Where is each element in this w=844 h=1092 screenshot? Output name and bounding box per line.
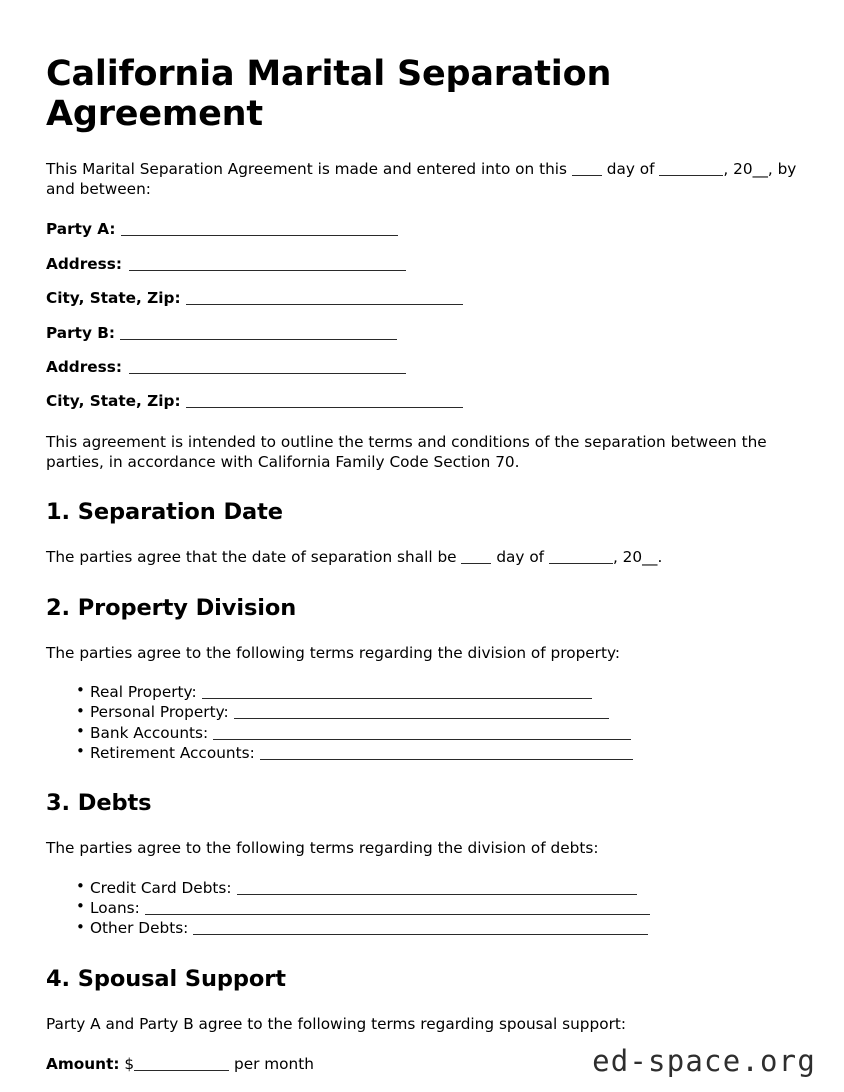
section-heading-spousal-support: 4. Spousal Support: [46, 965, 286, 992]
sep-text-after: , 20__.: [612, 548, 663, 567]
list-item: [76, 878, 798, 898]
sep-text-dayof: day of: [496, 548, 545, 567]
purpose-paragraph: This agreement is intended to outline the terms and conditions of the separation between the parties, in accordance with California Family Code Section 70.: [46, 432, 767, 471]
field-blank-address-a[interactable]: [129, 256, 406, 271]
debts-list: [46, 878, 798, 939]
list-item: [76, 682, 798, 702]
list-item: [76, 743, 798, 763]
list-item-blank-loans[interactable]: [145, 900, 650, 915]
section-heading-debts: 3. Debts: [46, 790, 152, 817]
field-blank-party-a[interactable]: [121, 221, 398, 236]
field-label: Party A:: [46, 220, 116, 239]
list-item-blank-other-debts[interactable]: [193, 920, 648, 935]
sep-day-blank[interactable]: [461, 550, 491, 564]
field-blank-city-b[interactable]: [186, 393, 463, 408]
field-blank-party-b[interactable]: [120, 324, 397, 339]
field-row-address-a: [46, 255, 798, 273]
page-title: California Marital Separation Agreement: [46, 54, 612, 134]
section-heading-separation-date: 1. Separation Date: [46, 499, 283, 526]
property-division-list: [46, 682, 798, 763]
amount-currency-symbol: $: [124, 1055, 135, 1073]
debts-paragraph: The parties agree to the following terms regarding the division of debts:: [46, 839, 599, 858]
watermark: ed-space.org: [592, 1044, 816, 1078]
list-item: [76, 723, 798, 743]
list-item-label: Bank Accounts:: [90, 723, 209, 742]
field-row-city-b: [46, 392, 798, 410]
list-item-blank-retirement-accounts[interactable]: [260, 745, 633, 760]
field-row-party-b: [46, 324, 798, 342]
list-item-label: Credit Card Debts:: [90, 878, 232, 897]
field-label: Party B:: [46, 323, 116, 342]
list-item-label: Personal Property:: [90, 703, 229, 722]
list-item-blank-credit-card-debts[interactable]: [237, 880, 637, 895]
list-item-label: Retirement Accounts:: [90, 743, 255, 762]
sep-month-blank[interactable]: [549, 550, 613, 564]
list-item: [76, 898, 798, 918]
field-blank-city-a[interactable]: [186, 290, 463, 305]
amount-suffix: per month: [233, 1055, 314, 1073]
field-row-party-a: [46, 220, 798, 238]
intro-month-blank[interactable]: [659, 162, 723, 176]
field-label: City, State, Zip:: [46, 392, 181, 411]
list-item-label: Other Debts:: [90, 919, 189, 938]
spousal-support-paragraph: Party A and Party B agree to the following terms regarding spousal support:: [46, 1014, 627, 1033]
field-label: City, State, Zip:: [46, 289, 181, 308]
list-item-blank-bank-accounts[interactable]: [213, 725, 631, 740]
intro-text-after: , 20__, by and between:: [46, 159, 797, 199]
field-blank-address-b[interactable]: [129, 359, 406, 374]
intro-paragraph: [46, 159, 798, 200]
party-fields: [46, 220, 798, 410]
separation-date-paragraph: [46, 547, 798, 567]
list-item: [76, 918, 798, 938]
amount-label: Amount:: [46, 1055, 120, 1073]
property-division-paragraph: The parties agree to the following terms regarding the division of property:: [46, 643, 621, 662]
sep-text-before: The parties agree that the date of separation shall be: [46, 548, 457, 567]
list-item-blank-real-property[interactable]: [202, 684, 592, 699]
list-item-label: Real Property:: [90, 682, 197, 701]
intro-text-dayof: day of: [606, 159, 655, 178]
list-item: [76, 702, 798, 722]
section-heading-property-division: 2. Property Division: [46, 594, 297, 621]
list-item-blank-personal-property[interactable]: [234, 704, 609, 719]
intro-day-blank[interactable]: [572, 162, 602, 176]
field-label: Address:: [46, 357, 122, 376]
field-row-city-a: [46, 289, 798, 307]
amount-blank[interactable]: [134, 1056, 229, 1071]
field-label: Address:: [46, 254, 122, 273]
intro-text-before: This Marital Separation Agreement is made and entered into on this: [46, 159, 567, 178]
field-row-address-b: [46, 358, 798, 376]
list-item-label: Loans:: [90, 898, 140, 917]
